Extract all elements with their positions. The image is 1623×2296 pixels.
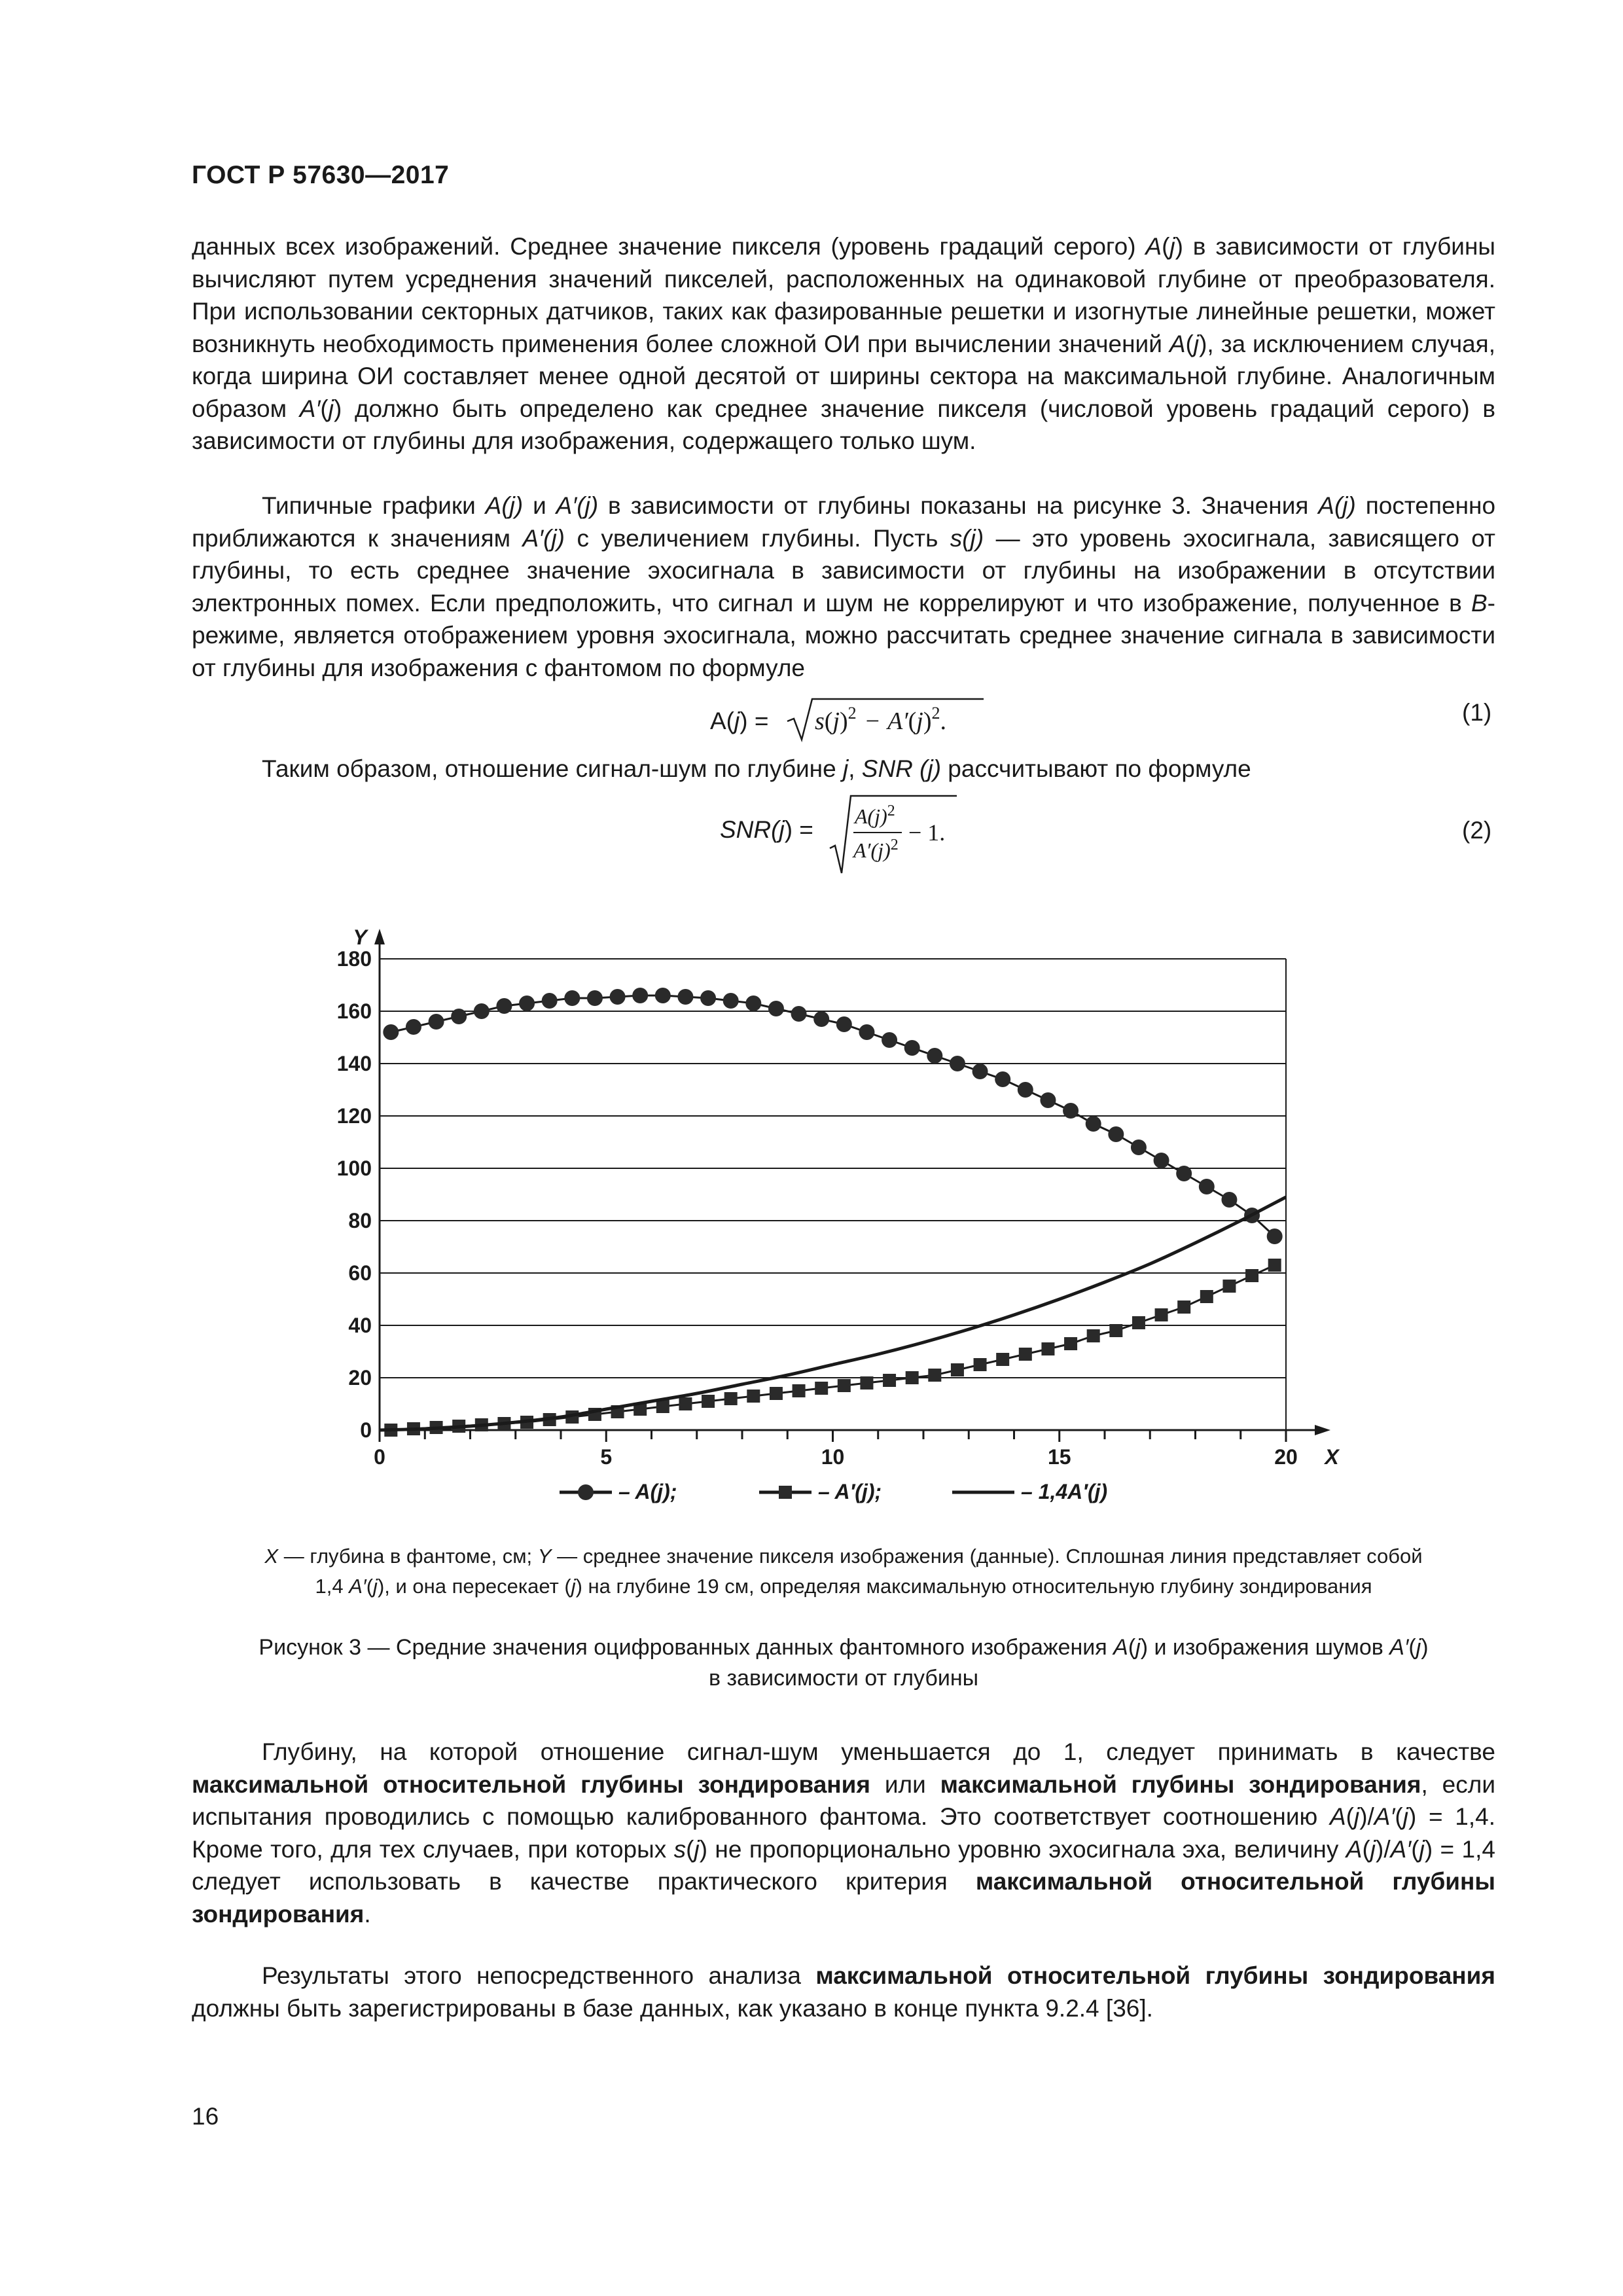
figure-caption <box>192 1632 1495 1694</box>
data-point-a-prime <box>1155 1308 1168 1321</box>
data-point-a <box>632 988 648 1003</box>
formula-text: − 1. <box>908 819 946 846</box>
series-line-3 <box>380 1197 1286 1430</box>
x-tick-label: 10 <box>821 1445 845 1469</box>
data-point-a <box>519 996 535 1011</box>
data-point-a-prime <box>1177 1300 1190 1314</box>
text-run: ( <box>1128 1635 1136 1660</box>
formula-text: j <box>916 708 923 735</box>
data-point-a-prime <box>1064 1337 1077 1350</box>
text-run: ( <box>366 1575 374 1598</box>
data-point-a <box>859 1024 874 1040</box>
text-run: A′ <box>1390 1835 1412 1863</box>
legend-label-3: – 1,4A′(j) <box>1021 1480 1108 1503</box>
data-point-a <box>1040 1092 1056 1108</box>
svg-text:A(j)2 <box>853 802 895 828</box>
legend-label-1: – A(j); <box>618 1480 677 1503</box>
data-point-a <box>1221 1192 1237 1208</box>
data-point-a-prime <box>1019 1348 1032 1361</box>
data-point-a-prime <box>838 1379 851 1392</box>
data-point-a <box>723 993 739 1009</box>
data-point-a-prime <box>1109 1324 1122 1337</box>
text-run: ( <box>320 395 329 422</box>
data-point-a <box>677 989 693 1005</box>
data-point-a <box>1018 1082 1033 1098</box>
text-run: . <box>364 1900 371 1928</box>
text-run: A′ <box>349 1575 366 1598</box>
data-point-a <box>655 988 671 1003</box>
paragraph-4 <box>192 1736 1495 1930</box>
text-run: ( <box>1395 1803 1403 1830</box>
caption-line-2: в зависимости от глубины <box>708 1666 979 1691</box>
text-run: ( <box>1408 1635 1416 1660</box>
data-point-a-prime <box>1200 1290 1213 1303</box>
y-axis-label: Y <box>353 925 367 949</box>
text-run: A′(j) <box>522 524 565 552</box>
data-point-a-prime <box>906 1371 919 1384</box>
text-run: Рисунок 3 — Средние значения оцифрованных данных фантомного изображения <box>259 1635 1114 1660</box>
text-run: j <box>328 395 334 422</box>
legend-label-2: – A′(j); <box>818 1480 882 1503</box>
text-run: j <box>373 1575 378 1598</box>
x-axis-label: X <box>1325 1445 1339 1469</box>
data-point-a <box>587 990 603 1006</box>
text-run: максимальной относительной глубины зондирования <box>192 1868 1496 1928</box>
text-run: должны быть зарегистрированы в базе данных, как указано в конце пункта 9.2.4 [36]. <box>192 1994 1153 2022</box>
data-point-a <box>1154 1153 1169 1168</box>
text-run: 1,4 <box>315 1575 349 1598</box>
x-tick-label: 20 <box>1274 1445 1298 1469</box>
text-run: максимальной относительной глубины зондирования <box>815 1962 1495 1989</box>
data-point-a <box>542 993 558 1009</box>
text-run: B <box>1471 589 1488 617</box>
data-point-a <box>383 1024 399 1040</box>
text-run: A <box>1113 1635 1128 1660</box>
svg-text:A(j) = <box>710 708 768 734</box>
y-tick-label: 120 <box>336 1104 372 1128</box>
text-run: ) <box>1421 1635 1429 1660</box>
y-tick-label: 80 <box>348 1209 372 1232</box>
text-run: A′ <box>1389 1635 1409 1660</box>
data-point-a <box>451 1009 467 1024</box>
formula-text: A( <box>710 708 734 734</box>
text-run: s(j) <box>950 524 984 552</box>
data-point-a <box>836 1016 852 1032</box>
formula-text: j <box>734 708 740 734</box>
data-point-a <box>474 1003 490 1019</box>
text-run: , если испытания проводились с помощью калиброванного фантома. Это соответствует соотношению <box>192 1770 1495 1830</box>
text-run: j <box>571 1575 576 1598</box>
formula-text: 2 <box>887 802 895 819</box>
document-header: ГОСТ Р 57630—2017 <box>192 161 450 189</box>
text-run: Таким образом, отношение сигнал-шум по глубине <box>262 755 843 782</box>
y-tick-label: 100 <box>336 1157 372 1180</box>
formula-text: j <box>779 816 785 843</box>
data-point-a-prime <box>815 1382 828 1395</box>
page-number: 16 <box>192 2103 219 2130</box>
text-run: и <box>523 492 556 519</box>
svg-text:A′(j)2 <box>852 836 899 862</box>
chart-series <box>380 988 1286 1437</box>
paragraph-2 <box>192 490 1495 684</box>
y-tick-label: 160 <box>336 999 372 1023</box>
data-point-a <box>813 1011 829 1027</box>
text-run: , <box>848 755 862 782</box>
formula-text: 2 <box>890 836 899 853</box>
text-run: A(j) <box>1318 492 1356 519</box>
data-point-a-prime <box>1245 1269 1258 1282</box>
text-run: j <box>1419 1835 1425 1863</box>
data-point-a-prime <box>860 1376 873 1390</box>
formula-text: 2 <box>931 704 940 723</box>
x-tick-label: 0 <box>374 1445 385 1469</box>
text-run: ) = 1,4 следует использовать в качестве практического критерия <box>192 1835 1495 1895</box>
data-point-a <box>1267 1229 1283 1244</box>
data-point-a-prime <box>1222 1280 1236 1293</box>
data-point-a <box>745 996 761 1011</box>
data-point-a-prime <box>679 1397 692 1410</box>
y-tick-label: 0 <box>360 1418 372 1442</box>
y-tick-label: 140 <box>336 1052 372 1075</box>
formula-2-svg <box>720 792 995 877</box>
data-point-a-prime <box>702 1395 715 1408</box>
data-point-a-prime <box>747 1390 760 1403</box>
data-point-a <box>1131 1139 1147 1155</box>
formula-text: SNR( <box>720 816 779 843</box>
data-point-a <box>496 998 512 1014</box>
formula-text: A′ <box>887 708 908 735</box>
y-tick-label: 20 <box>348 1366 372 1390</box>
data-point-a <box>564 990 580 1006</box>
legend-marker-circle <box>578 1484 594 1500</box>
text-run: A′(j) <box>556 492 599 519</box>
text-run: Типичные графики <box>262 492 486 519</box>
formula-text: ) = <box>740 708 769 734</box>
text-run: ( <box>686 1835 694 1863</box>
data-point-a-prime <box>1268 1259 1281 1272</box>
text-run: )/ <box>1376 1835 1391 1863</box>
text-run: j <box>1193 330 1200 357</box>
data-point-a <box>972 1064 988 1079</box>
text-run: j <box>694 1835 700 1863</box>
data-point-a <box>995 1071 1010 1087</box>
series-line-2 <box>391 1265 1274 1430</box>
y-tick-label: 40 <box>348 1314 372 1337</box>
equation-number-1: (1) <box>1462 699 1492 726</box>
text-run: A′ <box>1374 1803 1395 1830</box>
data-point-a <box>904 1040 920 1056</box>
text-run: данных всех изображений. Среднее значение пикселя (уровень градаций серого) <box>192 233 1146 260</box>
data-point-a-prime <box>793 1384 806 1397</box>
text-run: A <box>1169 330 1186 357</box>
text-run: ( <box>1185 330 1194 357</box>
text-run: A(j) <box>485 492 524 519</box>
text-run: j <box>842 755 849 782</box>
data-point-a <box>1176 1166 1192 1181</box>
text-run: — это уровень эхосигнала, зависящего от глубины, то есть среднее значение эхосигнала в зависимости от глубины на изображении в отсутствии электронных помех. Если предположить, что сигнал и шум не коррелируют и что изображение, полученное в <box>192 524 1495 617</box>
data-point-a-prime <box>1041 1342 1054 1355</box>
formula-text: ) = <box>784 816 813 843</box>
legend-marker-square <box>779 1486 792 1499</box>
text-run: A <box>1145 233 1162 260</box>
text-run: — среднее значение пикселя изображения (данные). Сплошная линия представляет собой <box>551 1545 1423 1568</box>
data-point-a-prime <box>996 1353 1009 1366</box>
text-run: j <box>1416 1635 1421 1660</box>
text-run: X <box>264 1545 279 1568</box>
chart-legend <box>560 1480 1107 1503</box>
text-run: )/ <box>1359 1803 1374 1830</box>
text-run: s <box>673 1835 687 1863</box>
text-run: ) на глубине 19 см, определяя максимальную относительную глубину зондирования <box>575 1575 1372 1598</box>
text-run: в зависимости от глубины показаны на рисунке 3. Значения <box>598 492 1319 519</box>
formula-1 <box>710 695 1050 755</box>
text-run: A′ <box>299 395 321 422</box>
data-point-a-prime <box>883 1374 896 1387</box>
data-point-a-prime <box>770 1387 783 1400</box>
data-point-a <box>429 1014 444 1030</box>
text-run: ( <box>1162 233 1170 260</box>
paragraph-5 <box>192 1960 1495 2024</box>
text-run: ) = 1,4. Кроме того, для тех случаев, при которых <box>192 1803 1496 1863</box>
data-point-a <box>768 1001 784 1016</box>
text-run: SNR (j) <box>861 755 942 782</box>
text-run: -режиме, является отображением уровня эхосигнала, можно рассчитать среднее значение сигнала в зависимости от глубины для изображения с фантомом по формуле <box>192 589 1495 681</box>
data-point-a-prime <box>656 1400 669 1413</box>
formula-text: A′(j) <box>853 838 891 862</box>
data-point-a <box>610 989 626 1005</box>
formula-text: 2 <box>847 704 857 723</box>
depth-pixel-chart <box>336 910 1342 1525</box>
x-tick-label: 15 <box>1047 1445 1071 1469</box>
y-tick-label: 180 <box>336 947 372 971</box>
text-run: максимальной относительной глубины зондирования <box>192 1770 870 1798</box>
text-run: Глубину, на которой отношение сигнал-шум уменьшается до 1, следует принимать в качестве <box>262 1738 1495 1765</box>
data-point-a <box>700 990 716 1006</box>
data-point-a <box>950 1056 965 1071</box>
data-point-a-prime <box>1087 1329 1100 1342</box>
text-run: ( <box>1346 1803 1354 1830</box>
text-run: ), и она пересекает ( <box>377 1575 571 1598</box>
formula-1-svg <box>710 695 1050 747</box>
data-point-a-prime <box>724 1392 738 1405</box>
paragraph-1 <box>192 230 1495 457</box>
text-run: A <box>1346 1835 1363 1863</box>
figure-note <box>192 1541 1495 1602</box>
text-run: A <box>1329 1803 1346 1830</box>
data-point-a <box>406 1019 421 1035</box>
formula-text: j <box>832 708 840 735</box>
text-run: ( <box>1362 1835 1370 1863</box>
formula-text: A(j) <box>855 804 887 828</box>
formula-text: s <box>815 708 825 735</box>
data-point-a <box>882 1032 897 1048</box>
data-point-a-prime <box>1132 1316 1145 1329</box>
data-point-a <box>791 1006 807 1022</box>
formula-text: . <box>940 708 947 735</box>
svg-text:SNR(j) = <box>720 816 813 843</box>
text-run: ) и изображения шумов <box>1140 1635 1390 1660</box>
equation-number-2: (2) <box>1462 817 1492 844</box>
data-point-a <box>1199 1179 1215 1194</box>
text-run: с увеличением глубины. Пусть <box>565 524 950 552</box>
data-point-a <box>1063 1103 1079 1119</box>
data-point-a <box>1108 1126 1124 1142</box>
text-run: ) должно быть определено как среднее значение пикселя (числовой уровень градаций серого) в зависимости от глубины для изображения, содержащего только шум. <box>192 395 1495 454</box>
y-tick-label: 60 <box>348 1261 372 1285</box>
text-run: ( <box>1411 1835 1419 1863</box>
paragraph-3 <box>192 753 1495 785</box>
text-run: j <box>1135 1635 1141 1660</box>
text-run: ), за исключением случая, когда ширина ОИ составляет менее одной десятой от ширины сектора на максимальной глубине. Аналогичным образом <box>192 330 1495 422</box>
svg-text:s(j)2−A′(j)2.: $s(j)^2 - A'(j)^2$. <box>815 704 947 735</box>
text-run: максимальной глубины зондирования <box>940 1770 1421 1798</box>
data-point-a-prime <box>974 1358 987 1371</box>
x-axis-arrow <box>1315 1425 1330 1435</box>
text-run: постепенно приближаются к значениям <box>192 492 1496 552</box>
text-run: j <box>1370 1835 1376 1863</box>
text-run: ) в зависимости от глубины вычисляют путем усреднения значений пикселей, расположенных на одинаковой глубине от преобразователя. При использовании секторных датчиков, таких как фазированные решетки и изогнутые линейные решетки, может возникнуть необходимость применения более сложной ОИ при вычислении значений <box>192 233 1495 357</box>
formula-text: − <box>865 708 880 735</box>
data-point-a <box>1086 1116 1101 1132</box>
data-point-a <box>927 1048 942 1064</box>
formula-2 <box>720 792 995 885</box>
text-run: j <box>1402 1803 1408 1830</box>
text-run: j <box>1353 1803 1360 1830</box>
text-run: Y <box>537 1545 552 1568</box>
text-run: j <box>1169 233 1175 260</box>
y-axis-arrow <box>374 929 385 944</box>
data-point-a-prime <box>951 1363 964 1376</box>
text-run: Результаты этого непосредственного анализа <box>262 1962 816 1989</box>
x-tick-label: 5 <box>600 1445 613 1469</box>
text-run: рассчитывают по формуле <box>941 755 1251 782</box>
text-run: или <box>870 1770 940 1798</box>
text-run: — глубина в фантоме, см; <box>278 1545 538 1568</box>
text-run: ) не пропорционально уровню эхосигнала эха, величину <box>699 1835 1346 1863</box>
data-point-a-prime <box>928 1369 941 1382</box>
